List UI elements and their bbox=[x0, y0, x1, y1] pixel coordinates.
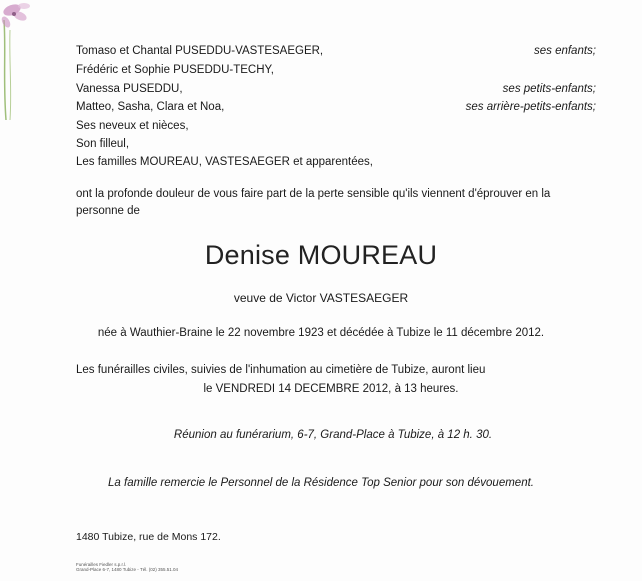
family-member: Matteo, Sasha, Clara et Noa, bbox=[76, 101, 225, 113]
family-role: ses arrière-petits-enfants; bbox=[465, 101, 596, 113]
family-row bbox=[76, 100, 596, 115]
funeral-text-line1: Les funérailles civiles, suivies de l'inhumation au cimetière de Tubize, auront lieu bbox=[76, 364, 486, 376]
birth-death-text: née à Wauthier-Braine le 22 novembre 1923 et décédée à Tubize le 11 décembre 2012. bbox=[97, 327, 545, 339]
deceased-name: Denise MOUREAU bbox=[204, 240, 438, 270]
footer-line: Funérailles Fiedler s.p.r.l. bbox=[76, 562, 127, 567]
family-member: Son filleul, bbox=[76, 138, 130, 150]
family-row bbox=[76, 155, 596, 170]
widow-of-text: veuve de Victor VASTESAEGER bbox=[233, 291, 409, 305]
family-row bbox=[76, 82, 596, 97]
reunion-text: Réunion au funérarium, 6-7, Grand-Place à Tubize, à 12 h. 30. bbox=[173, 429, 493, 441]
family-role: ses petits-enfants; bbox=[502, 83, 596, 95]
family-member: Vanessa PUSEDDU, bbox=[76, 83, 183, 95]
thanks-text: La famille remercie le Personnel de la Résidence Top Senior pour son dévouement. bbox=[108, 477, 534, 489]
family-row bbox=[76, 137, 596, 152]
family-row bbox=[76, 63, 596, 78]
footer-line: Grand-Place 6-7, 1480 Tubize - Tél. (02) 355.51.04 bbox=[76, 567, 178, 572]
family-row bbox=[76, 119, 596, 134]
family-member: Les familles MOUREAU, VASTESAEGER et apparentées, bbox=[76, 156, 373, 168]
family-role: ses enfants; bbox=[533, 45, 596, 57]
funeral-text-line2: le VENDREDI 14 DECEMBRE 2012, à 13 heures. bbox=[203, 383, 459, 395]
address-text: 1480 Tubize, rue de Mons 172. bbox=[76, 531, 221, 543]
family-member: Tomaso et Chantal PUSEDDU-VASTESAEGER, bbox=[76, 45, 324, 57]
family-member: Frédéric et Sophie PUSEDDU-TECHY, bbox=[76, 64, 274, 76]
family-row bbox=[76, 44, 596, 59]
flower-decoration-icon bbox=[0, 0, 40, 120]
announcement-text: ont la profonde douleur de vous faire part de la perte sensible qu'ils viennent d'éprouver en la personne de bbox=[76, 188, 551, 217]
family-member: Ses neveux et nièces, bbox=[76, 120, 189, 132]
funeral-home-footer bbox=[76, 562, 178, 572]
